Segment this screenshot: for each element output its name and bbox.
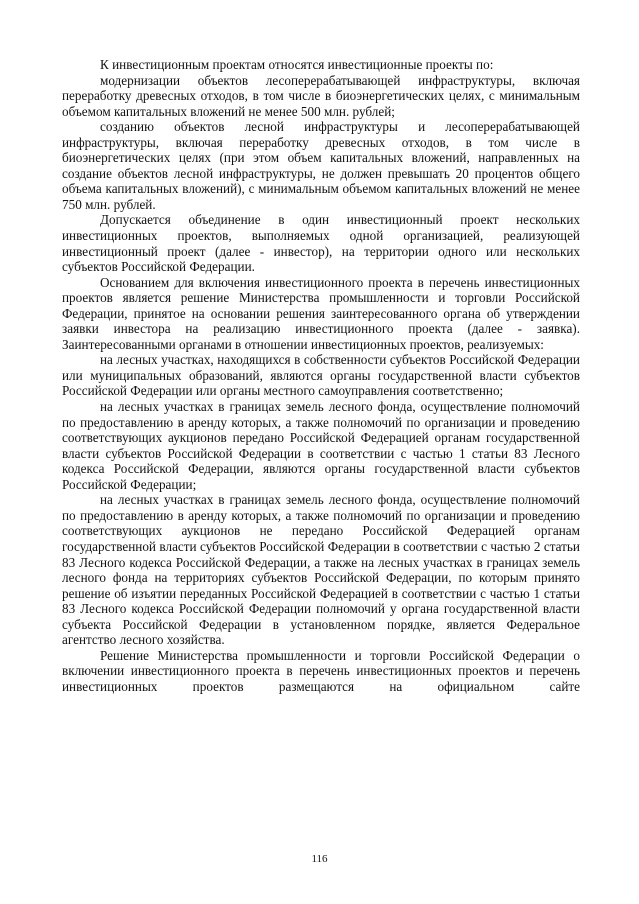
paragraph-basis-for-inclusion: Основанием для включения инвестиционного проекта в перечень инвестиционных проектов является решение Министерства промышленности и торговли Российской Федерации, принятое на основании решения заинтересованного органа об утверждении заявки инвестора на реализацию инвестиционного проекта (далее - заявка). Заинтересованными органами в отношении инвестиционных проектов, реализуемых: [62, 274, 580, 352]
paragraph-creation: созданию объектов лесной инфраструктуры и лесоперерабатывающей инфраструктуры, включая переработку древесных отходов, в том числе в биоэнергетических целях (при этом объем капитальных вложений, направленных на создание объектов лесной инфраструктуры, не должен превышать 20 процентов общего объема капитальных вложений), с минимальным объемом капитальных вложений не менее 750 млн. рублей. [62, 119, 580, 212]
paragraph-publication: Решение Министерства промышленности и торговли Российской Федерации о включении инвестиционного проекта в перечень инвестиционных проектов и перечень инвестиционных проектов размещаются на официальном сайте [62, 647, 580, 694]
page-number: 116 [311, 853, 328, 865]
body-text [62, 57, 580, 694]
paragraph-federal-agency: на лесных участках в границах земель лесного фонда, осуществление полномочий по предоставлению в аренду которых, а также полномочий по организации и проведению соответствующих аукционов не передано Российской Федерацией органам государственной власти субъектов Российской Федерации в соответствии с частью 2 статьи 83 Лесного кодекса Российской Федерации, а также на лесных участках в границах земель лесного фонда на территориях субъектов Российской Федерации, по которым принято решение об изъятии переданных Российской Федерацией в соответствии с частью 1 статьи 83 Лесного кодекса Российской Федерации полномочий у органа государственной власти субъекта Российской Федерации в установленном порядке, является Федеральное агентство лесного хозяйства. [62, 492, 580, 648]
paragraph-delegated-powers: на лесных участках в границах земель лесного фонда, осуществление полномочий по предоставлению в аренду которых, а также полномочий по организации и проведению соответствующих аукционов передано Российской Федерацией органам государственной власти субъектов Российской Федерации в соответствии с частью 1 статьи 83 Лесного кодекса Российской Федерации, являются органы государственной власти субъектов Российской Федерации; [62, 399, 580, 492]
paragraph-regional-lands: на лесных участках, находящихся в собственности субъектов Российской Федерации или муниципальных образований, являются органы государственной власти субъектов Российской Федерации или органы местного самоуправления соответственно; [62, 352, 580, 399]
paragraph-merging-projects: Допускается объединение в один инвестиционный проект нескольких инвестиционных проектов, выполняемых одной организацией, реализующей инвестиционный проект (далее - инвестор), на территории одного или нескольких субъектов Российской Федерации. [62, 212, 580, 275]
paragraph-modernization: модернизации объектов лесоперерабатывающей инфраструктуры, включая переработку древесных отходов, в том числе в биоэнергетических целях, с минимальным объемом капитальных вложений не менее 500 млн. рублей; [62, 72, 580, 119]
paragraph-intro: К инвестиционным проектам относятся инвестиционные проекты по: [100, 57, 494, 72]
